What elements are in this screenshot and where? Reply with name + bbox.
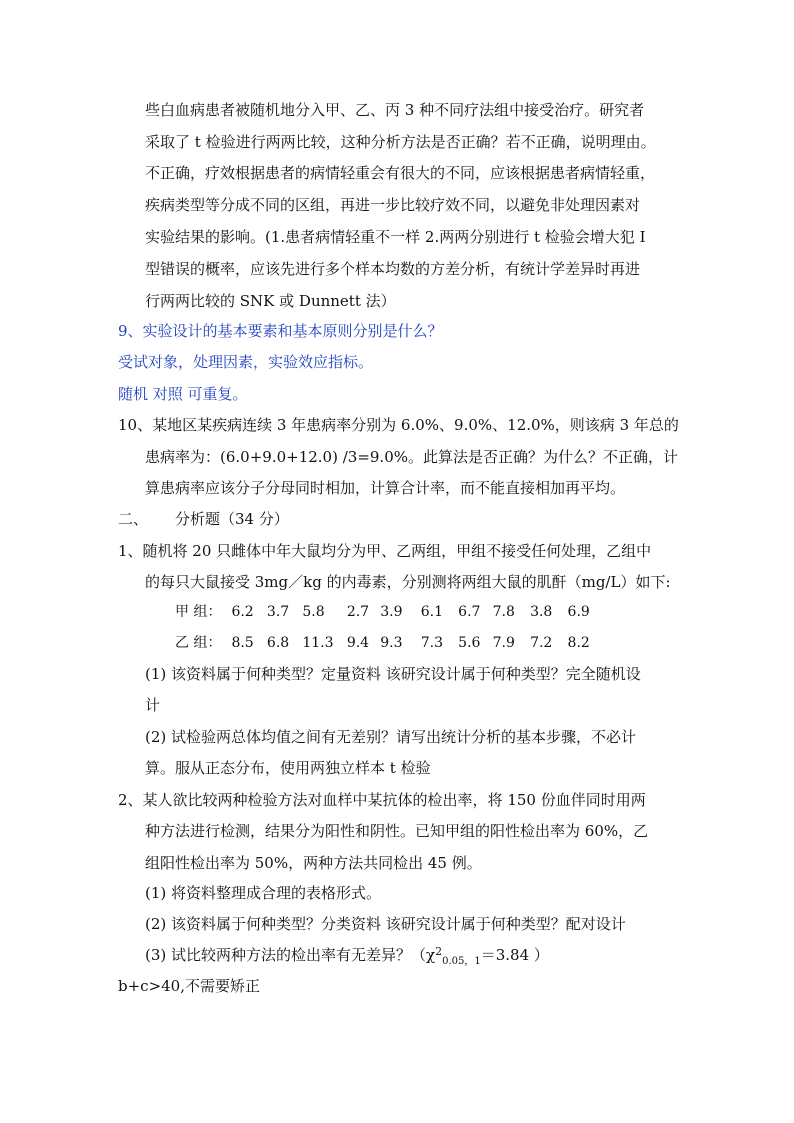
group-a-label: 甲 组： bbox=[175, 604, 222, 620]
data-cell: 6.9 bbox=[567, 604, 590, 620]
data-cell: 6.8 bbox=[266, 635, 290, 651]
data-cell: 7.2 bbox=[530, 635, 553, 651]
data-cell: 7.9 bbox=[492, 635, 515, 651]
q9-answer-elements: 受试对象，处理因素，实验效应指标。 bbox=[118, 353, 374, 371]
data-cell: 6.1 bbox=[420, 604, 443, 620]
p1-sub2-line-1: (2) 试检验两总体均值之间有无差别？请写出统计分析的基本步骤，不必计 bbox=[145, 728, 637, 746]
p2-sub2: (2) 该资料属于何种类型？分类资料 该研究设计属于何种类型？配对设计 bbox=[145, 915, 626, 933]
p1-line-2: 的每只大鼠接受 3mg／kg 的内毒素，分别测将两组大鼠的肌酐（mg/L）如下: bbox=[145, 573, 671, 591]
intro-line-7: 行两两比较的 SNK 或 Dunnett 法） bbox=[145, 292, 396, 310]
section-number: 二、 bbox=[118, 510, 149, 528]
intro-line-1: 些白血病患者被随机地分入甲、乙、丙 3 种不同疗法组中接受治疗。研究者 bbox=[145, 101, 645, 119]
p1-sub2-line-2: 算。服从正态分布，使用两独立样本 t 检验 bbox=[145, 759, 431, 777]
data-cell: 3.9 bbox=[380, 604, 403, 620]
data-cell: 8.5 bbox=[231, 635, 254, 651]
q9-answer-principles: 随机 对照 可重复。 bbox=[118, 385, 248, 403]
group-b-label: 乙 组： bbox=[175, 635, 222, 651]
p1-line-1: 1、随机将 20 只雌体中年大鼠均分为甲、乙两组，甲组不接受任何处理，乙组中 bbox=[118, 542, 652, 560]
chi-square-superscript: 2 bbox=[435, 945, 443, 958]
data-cell: 9.3 bbox=[380, 635, 403, 651]
group-b-row bbox=[175, 632, 598, 654]
data-cell: 6.7 bbox=[458, 604, 481, 620]
data-cell: 2.7 bbox=[346, 604, 370, 620]
q9-question: 9、实验设计的基本要素和基本原则分别是什么？ bbox=[118, 322, 443, 340]
q10-line-1: 10、某地区某疾病连续 3 年患病率分别为 6.0%、9.0%、12.0%，则该病 3 年总的 bbox=[118, 416, 679, 434]
chi-square-critical-value: ＝3.84 ） bbox=[480, 946, 549, 964]
p2-sub3 bbox=[145, 944, 549, 969]
intro-line-4: 疾病类型等分成不同的区组，再进一步比较疗效不同，以避免非处理因素对 bbox=[145, 196, 641, 214]
section-title: 分析题（34 分） bbox=[175, 510, 289, 528]
intro-line-2: 采取了 t 检验进行两两比较，这种分析方法是否正确？若不正确，说明理由。 bbox=[145, 133, 656, 151]
data-cell: 8.2 bbox=[567, 635, 590, 651]
data-cell: 3.8 bbox=[530, 604, 553, 620]
chi-square-subscript: 0.05，1 bbox=[442, 956, 481, 967]
data-cell: 5.8 bbox=[302, 604, 325, 620]
p2-sub1: (1) 将资料整理成合理的表格形式。 bbox=[145, 884, 382, 902]
intro-line-3: 不正确，疗效根据患者的病情轻重会有很大的不同，应该根据患者病情轻重， bbox=[145, 164, 656, 182]
p2-line-3: 组阳性检出率为 50%，两种方法共同检出 45 例。 bbox=[145, 854, 482, 872]
p2-line-1: 2、某人欲比较两种检验方法对血样中某抗体的检出率，将 150 份血伴同时用两 bbox=[118, 791, 646, 809]
data-cell: 7.8 bbox=[492, 604, 515, 620]
p2-sub3-text: (3) 试比较两种方法的检出率有无差异？（χ bbox=[145, 946, 436, 964]
data-cell: 9.4 bbox=[346, 635, 370, 651]
p1-sub1-line-1: (1) 该资料属于何种类型？定量资料 该研究设计属于何种类型？完全随机设 bbox=[145, 665, 641, 683]
data-cell: 7.3 bbox=[420, 635, 443, 651]
p1-sub1-line-2: 计 bbox=[145, 696, 161, 714]
p2-note: b+c>40,不需要矫正 bbox=[118, 977, 260, 995]
data-cell: 6.2 bbox=[231, 604, 254, 620]
q10-line-3: 算患病率应该分子分母同时相加，计算合计率，而不能直接相加再平均。 bbox=[145, 479, 626, 497]
intro-line-5: 实验结果的影响。(1.患者病情轻重不一样 2.两两分别进行 t 检验会增大犯 I bbox=[145, 228, 646, 246]
data-cell: 5.6 bbox=[458, 635, 481, 651]
group-a-row bbox=[175, 601, 598, 623]
intro-line-6: 型错误的概率，应该先进行多个样本均数的方差分析，有统计学差异时再进 bbox=[145, 260, 641, 278]
data-cell: 11.3 bbox=[302, 635, 334, 651]
q10-line-2: 患病率为：(6.0+9.0+12.0) /3=9.0%。此算法是否正确？为什么？不正确，计 bbox=[145, 448, 678, 466]
data-cell: 3.7 bbox=[266, 604, 290, 620]
p2-line-2: 种方法进行检测，结果分为阳性和阴性。已知甲组的阳性检出率为 60%，乙 bbox=[145, 822, 649, 840]
